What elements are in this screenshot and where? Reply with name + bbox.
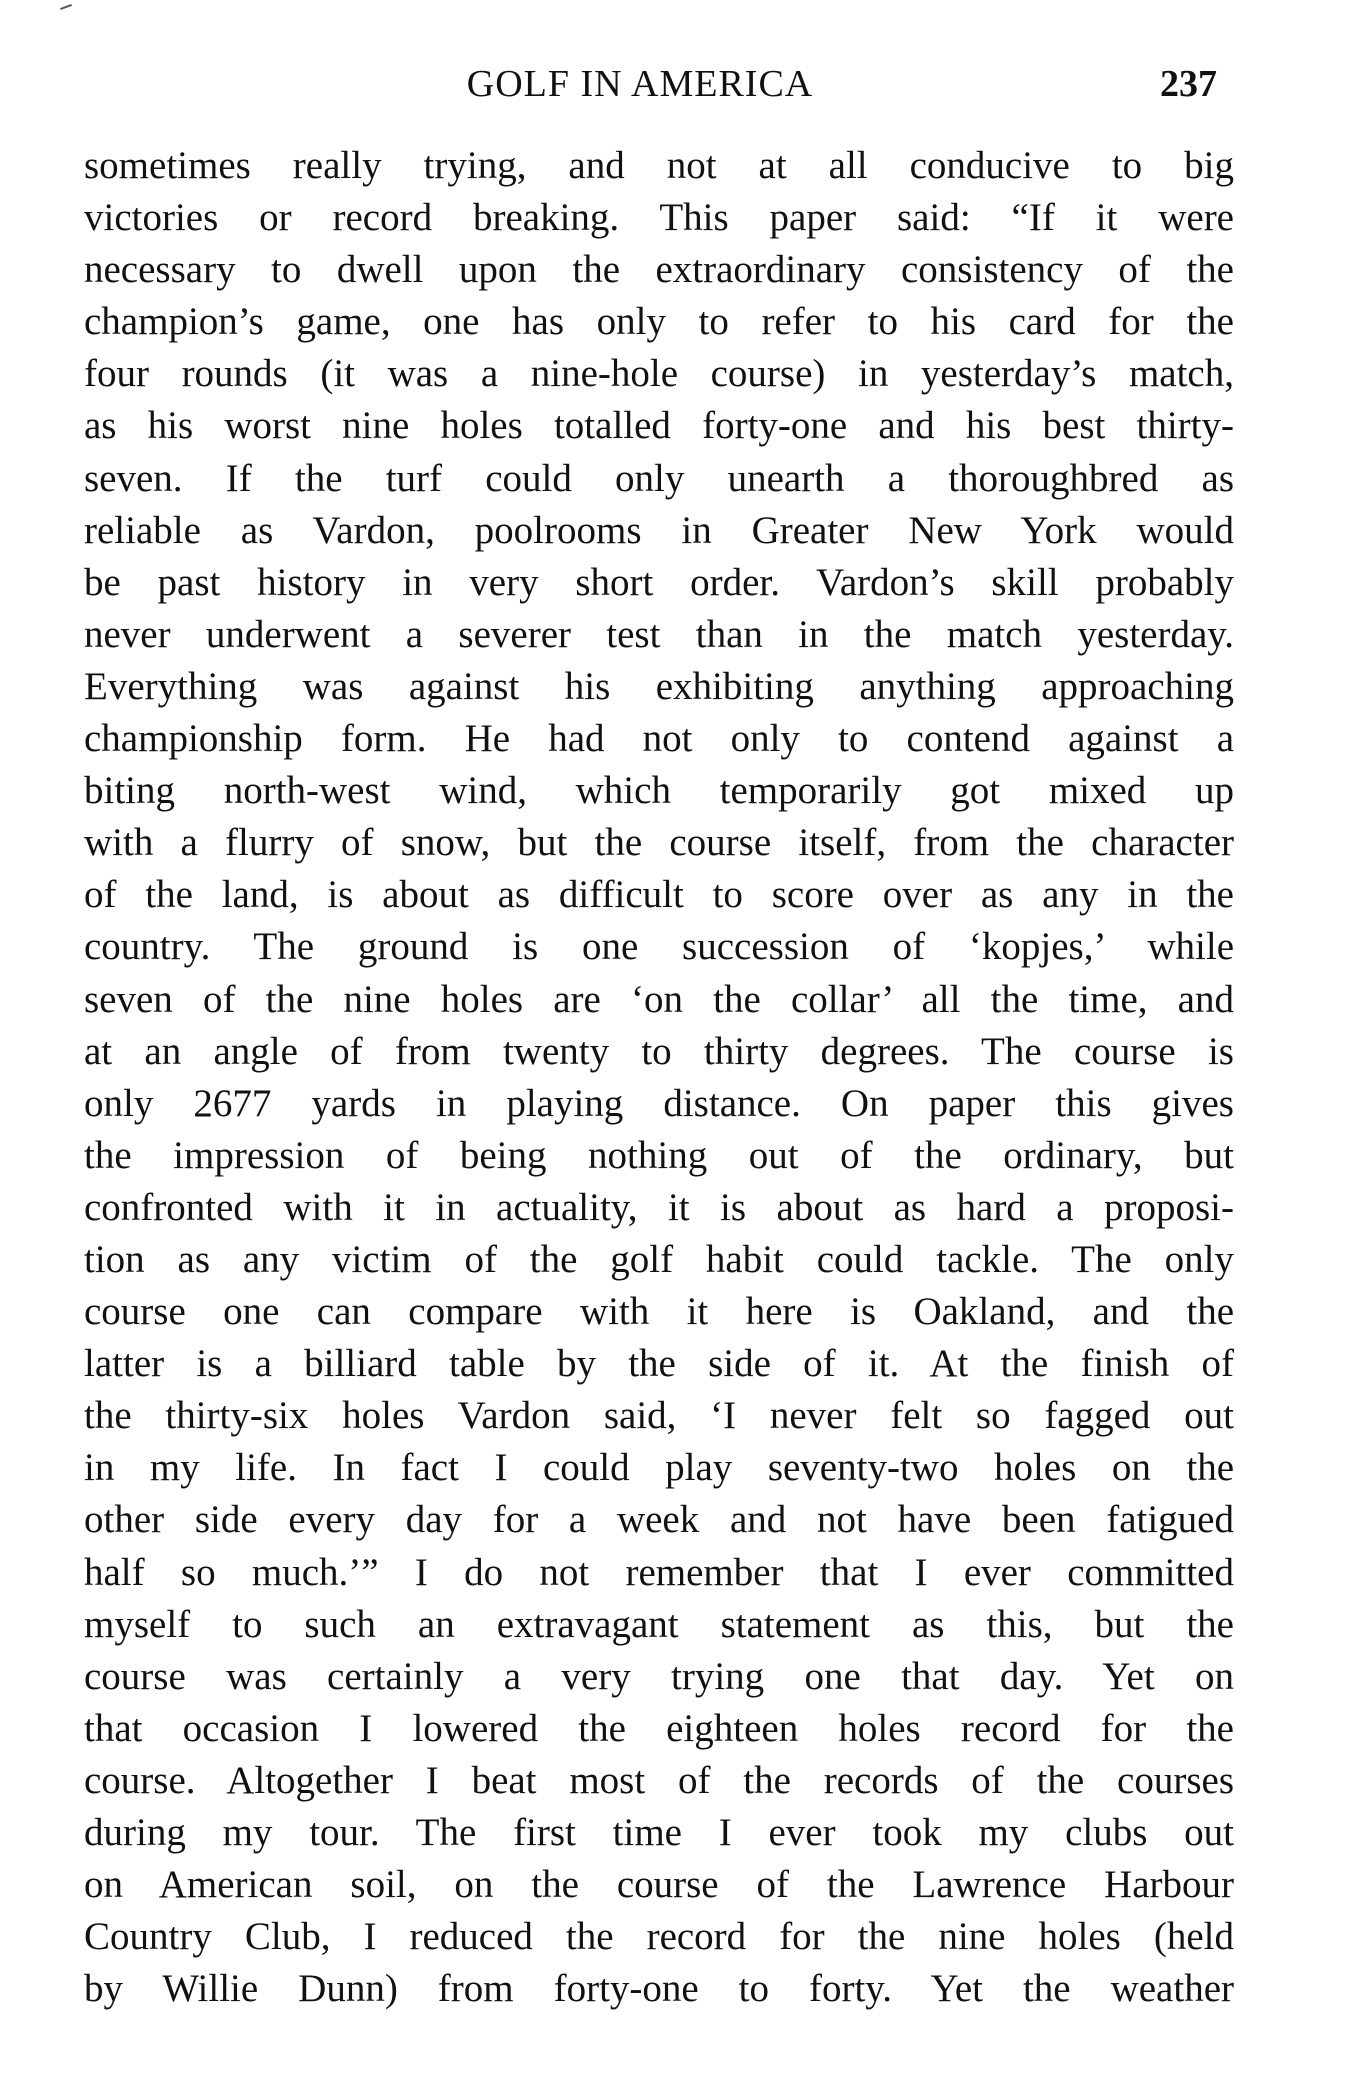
text-line: at an angle of from twenty to thirty degrees. The course is (84, 1029, 1234, 1073)
text-line: course was certainly a very trying one that day. Yet on (84, 1654, 1234, 1698)
text-line: on American soil, on the course of the Lawrence Harbour (84, 1863, 1234, 1907)
page-header (0, 62, 1363, 122)
text-line: by Willie Dunn) from forty-one to forty. Yet the weather (84, 1967, 1234, 2011)
page-number: 237 (1160, 63, 1217, 105)
body-text (84, 140, 1234, 2015)
text-line: never underwent a severer test than in the match yesterday. (84, 612, 1234, 656)
text-line: that occasion I lowered the eighteen holes record for the (84, 1706, 1234, 1750)
text-line: the impression of being nothing out of the ordinary, but (84, 1133, 1234, 1177)
text-line: of the land, is about as difficult to score over as any in the (84, 873, 1234, 917)
text-line: four rounds (it was a nine-hole course) in yesterday’s match, (84, 352, 1234, 396)
text-line: course. Altogether I beat most of the records of the courses (84, 1758, 1234, 1802)
text-line: be past history in very short order. Vardon’s skill probably (84, 560, 1234, 604)
text-line: confronted with it in actuality, it is about as hard a proposi- (84, 1185, 1234, 1229)
text-line: champion’s game, one has only to refer to his card for the (84, 300, 1234, 344)
text-line: as his worst nine holes totalled forty-one and his best thirty- (84, 404, 1234, 448)
text-line: sometimes really trying, and not at all conducive to big (84, 144, 1234, 187)
text-line: the thirty-six holes Vardon said, ‘I never felt so fagged out (84, 1394, 1234, 1438)
text-line: latter is a billiard table by the side of it. At the finish of (84, 1342, 1234, 1386)
text-line: Country Club, I reduced the record for the nine holes (held (84, 1915, 1234, 1959)
text-line: seven. If the turf could only unearth a thoroughbred as (84, 456, 1234, 500)
text-line: championship form. He had not only to contend against a (84, 717, 1234, 761)
text-line: seven of the nine holes are ‘on the collar’ all the time, and (84, 977, 1234, 1021)
text-line: necessary to dwell upon the extraordinary consistency of the (84, 248, 1234, 292)
text-line: only 2677 yards in playing distance. On paper this gives (84, 1081, 1234, 1125)
text-line: course one can compare with it here is Oakland, and the (84, 1290, 1234, 1334)
text-line: Everything was against his exhibiting anything approaching (84, 664, 1234, 708)
text-line: biting north-west wind, which temporarily got mixed up (84, 769, 1234, 813)
text-line: victories or record breaking. This paper said: “If it were (84, 196, 1234, 240)
text-line: tion as any victim of the golf habit could tackle. The only (84, 1237, 1234, 1281)
text-line: myself to such an extravagant statement as this, but the (84, 1602, 1234, 1646)
scan-speck (60, 4, 72, 10)
text-line: during my tour. The first time I ever took my clubs out (84, 1811, 1234, 1854)
text-line: country. The ground is one succession of ‘kopjes,’ while (84, 925, 1234, 969)
text-line: half so much.’” I do not remember that I ever committed (84, 1550, 1234, 1594)
text-line: in my life. In fact I could play seventy-two holes on the (84, 1446, 1234, 1490)
text-line: other side every day for a week and not have been fatigued (84, 1498, 1234, 1542)
text-line: reliable as Vardon, poolrooms in Greater New York would (84, 508, 1234, 552)
running-title: GOLF IN AMERICA (466, 63, 814, 105)
text-line: with a flurry of snow, but the course itself, from the character (84, 821, 1234, 865)
